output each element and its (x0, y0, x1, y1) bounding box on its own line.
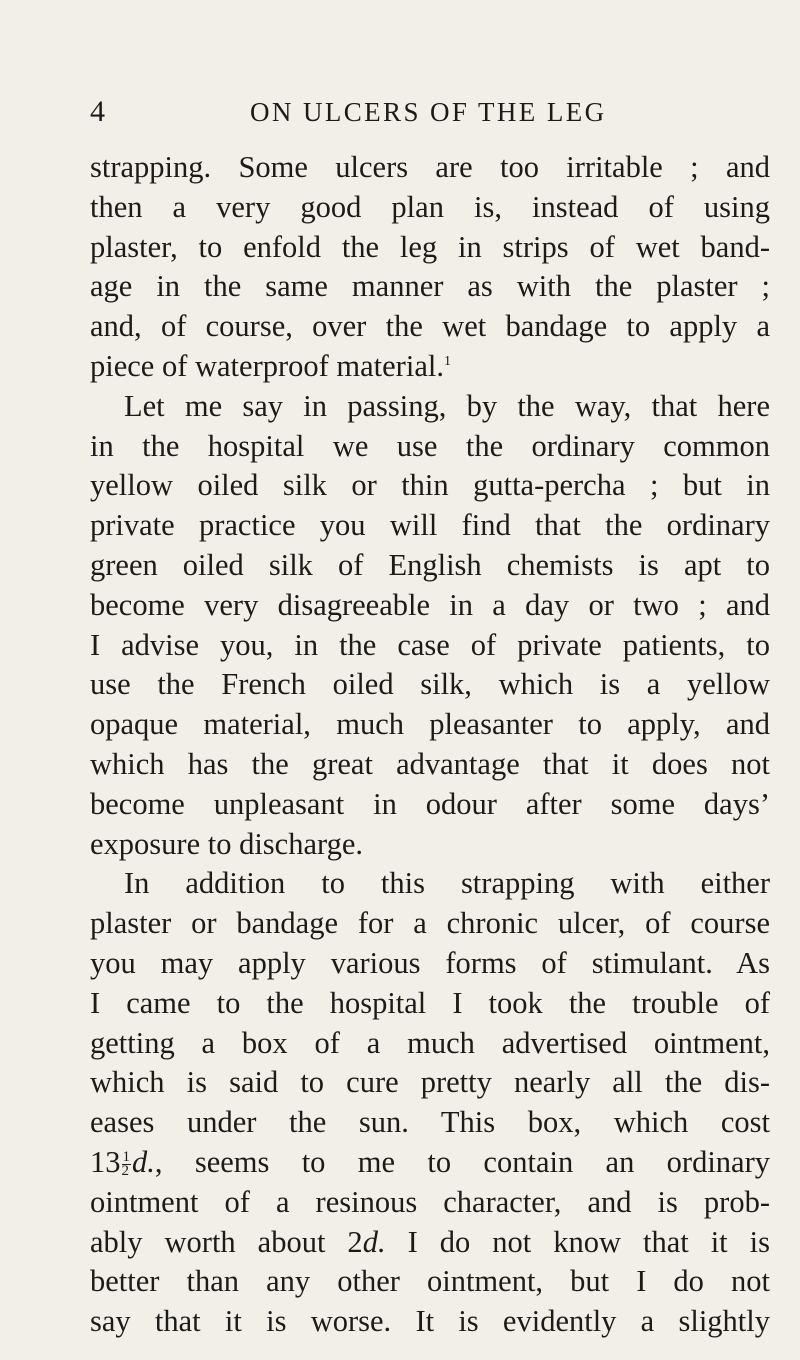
text-line (90, 1223, 770, 1263)
text-line: become very disagreeable in a day or two ; and (90, 587, 770, 622)
text-line (90, 1143, 770, 1183)
page-number: 4 (90, 95, 105, 128)
text-line-content: piece of waterproof material. (90, 348, 444, 383)
text-line: In addition to this strapping with either (124, 866, 770, 901)
text-line: exposure to discharge. (90, 826, 364, 861)
text-line: plaster or bandage for a chronic ulcer, of course (90, 906, 770, 941)
text-line: green oiled silk of English chemists is apt to (90, 547, 770, 582)
text-line: plaster, to enfold the leg in strips of wet band- (90, 229, 770, 264)
body-text (90, 148, 770, 1342)
text-line: ointment of a resinous character, and is prob- (90, 1184, 770, 1219)
text-line: I came to the hospital I took the trouble of (90, 985, 770, 1020)
text-line: strapping. Some ulcers are too irritable ; and (90, 150, 770, 184)
running-head (90, 92, 770, 132)
text-line: become unpleasant in odour after some days’ (90, 786, 770, 821)
text-line: which is said to cure pretty nearly all the dis- (90, 1065, 770, 1100)
fraction-denominator: 2 (121, 1163, 129, 1180)
running-title: ON ULCERS OF THE LEG (250, 97, 607, 127)
text-line-content: I do not know that it is (385, 1224, 770, 1259)
text-line: then a very good plan is, instead of using (90, 189, 770, 224)
text-line: private practice you will find that the ordinary (90, 508, 770, 543)
text-line: and, of course, over the wet bandage to apply a (90, 309, 770, 344)
text-line: opaque material, much pleasanter to apply, and (90, 707, 770, 742)
text-line: use the French oiled silk, which is a yellow (90, 667, 770, 702)
text-line: eases under the sun. This box, which cost (90, 1105, 770, 1140)
text-line: Let me say in passing, by the way, that here (124, 388, 770, 423)
price-unit: d. (362, 1224, 386, 1259)
text-line: better than any other ointment, but I do not (90, 1264, 770, 1299)
text-line: yellow oiled silk or thin gutta-percha ; but in (90, 468, 770, 503)
text-line: age in the same manner as with the plaster ; (90, 269, 770, 304)
price-fraction (122, 1151, 132, 1178)
text-line: in the hospital we use the ordinary common (90, 428, 770, 463)
text-line: getting a box of a much advertised ointment, (90, 1025, 770, 1060)
text-line-content: , seems to me to contain an ordinary (154, 1144, 770, 1179)
text-line: which has the great advantage that it does not (90, 746, 770, 781)
text-line: I advise you, in the case of private patients, to (90, 627, 770, 662)
fraction-numerator: 1 (122, 1149, 130, 1166)
price-whole: 13 (90, 1144, 121, 1179)
text-line: you may apply various forms of stimulant. As (90, 945, 770, 980)
footnote-marker: 1 (443, 353, 451, 369)
text-line: say that it is worse. It is evidently a slightly (90, 1304, 770, 1339)
text-line (90, 347, 770, 387)
price-unit: d. (132, 1144, 155, 1179)
text-line-content: ably worth about 2 (90, 1224, 363, 1259)
